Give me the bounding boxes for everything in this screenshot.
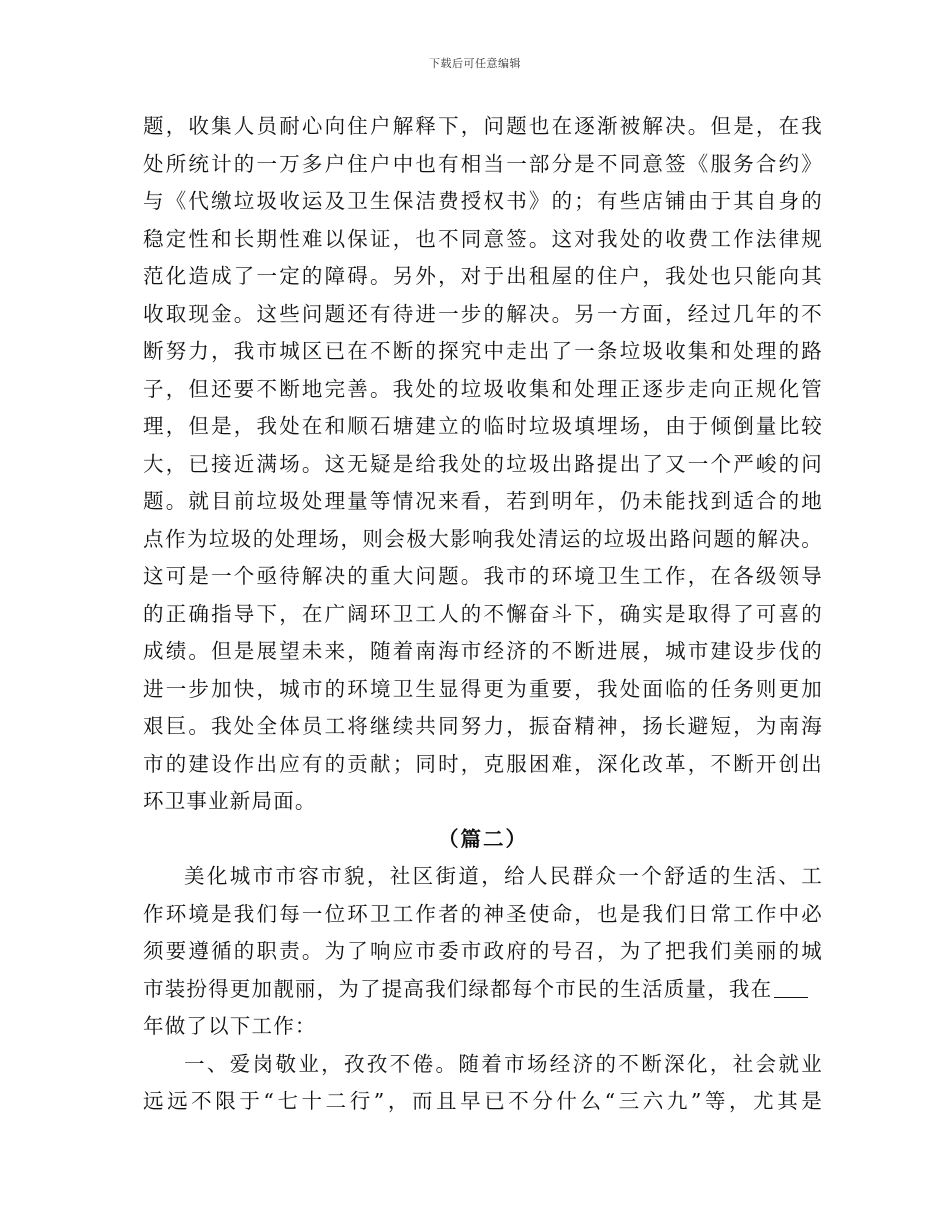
text-line: 点作为垃圾的处理场，则会极大影响我处清运的垃圾出路问题的解决。	[143, 526, 823, 551]
document-body	[143, 108, 823, 1121]
text-line: 收取现金。这些问题还有待进一步的解决。另一方面，经过几年的不	[143, 301, 823, 326]
text-line: 大，已接近满场。这无疑是给我处的垃圾出路提出了又一个严峻的问	[143, 451, 823, 476]
text-line: 成绩。但是展望未来，随着南海市经济的不断进展，城市建设步伐的	[143, 639, 823, 663]
text-line: 美化城市市容市貌，社区街道，给人民群众一个舒适的生活、工	[184, 864, 823, 888]
text-line: 艰巨。我处全体员工将继续共同努力，振奋精神，扬长避短，为南海	[143, 714, 823, 738]
text-segment: 市装扮得更加靓丽，为了提高我们绿都每个市民的生活质量，我在	[143, 976, 773, 1001]
text-line: 断努力，我市城区已在不断的探究中走出了一条垃圾收集和处理的路	[143, 339, 823, 363]
text-line: 稳定性和长期性难以保证，也不同意签。这对我处的收费工作法律规	[143, 226, 823, 251]
text-line: 子，但还要不断地完善。我处的垃圾收集和处理正逐步走向正规化管	[143, 376, 823, 401]
section-title: （篇二）	[438, 826, 528, 851]
text-line: 环卫事业新局面。	[143, 789, 317, 813]
text-line: 这可是一个亟待解决的重大问题。我市的环境卫生工作，在各级领导	[143, 564, 823, 588]
text-line: 与《代缴垃圾收运及卫生保洁费授权书》的；有些店铺由于其自身的	[143, 189, 823, 213]
page-header: 下载后可任意编辑	[429, 57, 521, 70]
text-line: 的正确指导下，在广阔环卫工人的不懈奋斗下，确实是取得了可喜的	[143, 601, 823, 626]
text-line-with-blank	[143, 971, 823, 1009]
text-line: 作环境是我们每一位环卫工作者的神圣使命，也是我们日常工作中必	[143, 901, 823, 926]
paragraph-2	[143, 858, 823, 1046]
text-line: 须要遵循的职责。为了响应市委市政府的号召，为了把我们美丽的城	[143, 939, 823, 963]
text-line: 题。就目前垃圾处理量等情况来看，若到明年，仍未能找到适合的地	[143, 489, 823, 513]
text-line: 处所统计的一万多户住户中也有相当一部分是不同意签《服务合约》	[143, 151, 823, 176]
text-line: 进一步加快，城市的环境卫生显得更为重要，我处面临的任务则更加	[143, 676, 823, 701]
text-line: 范化造成了一定的障碍。另外，对于出租屋的住户，我处也只能向其	[143, 264, 823, 288]
text-line: 一、爱岗敬业，孜孜不倦。随着市场经济的不断深化，社会就业	[184, 1051, 823, 1076]
text-line: 市的建设作出应有的贡献；同时，克服困难，深化改革，不断开创出	[143, 751, 823, 776]
paragraph-3	[143, 1046, 823, 1121]
text-line: 远远不限于“七十二行”，而且早已不分什么“三六九”等，尤其是	[143, 1089, 823, 1113]
year-blank	[774, 977, 808, 998]
text-line: 理，但是，我处在和顺石塘建立的临时垃圾填埋场，由于倾倒量比较	[143, 414, 823, 438]
paragraph-1	[143, 108, 823, 821]
text-line: 年做了以下工作：	[143, 1014, 317, 1038]
text-line: 题，收集人员耐心向住户解释下，问题也在逐渐被解决。但是，在我	[143, 114, 823, 138]
